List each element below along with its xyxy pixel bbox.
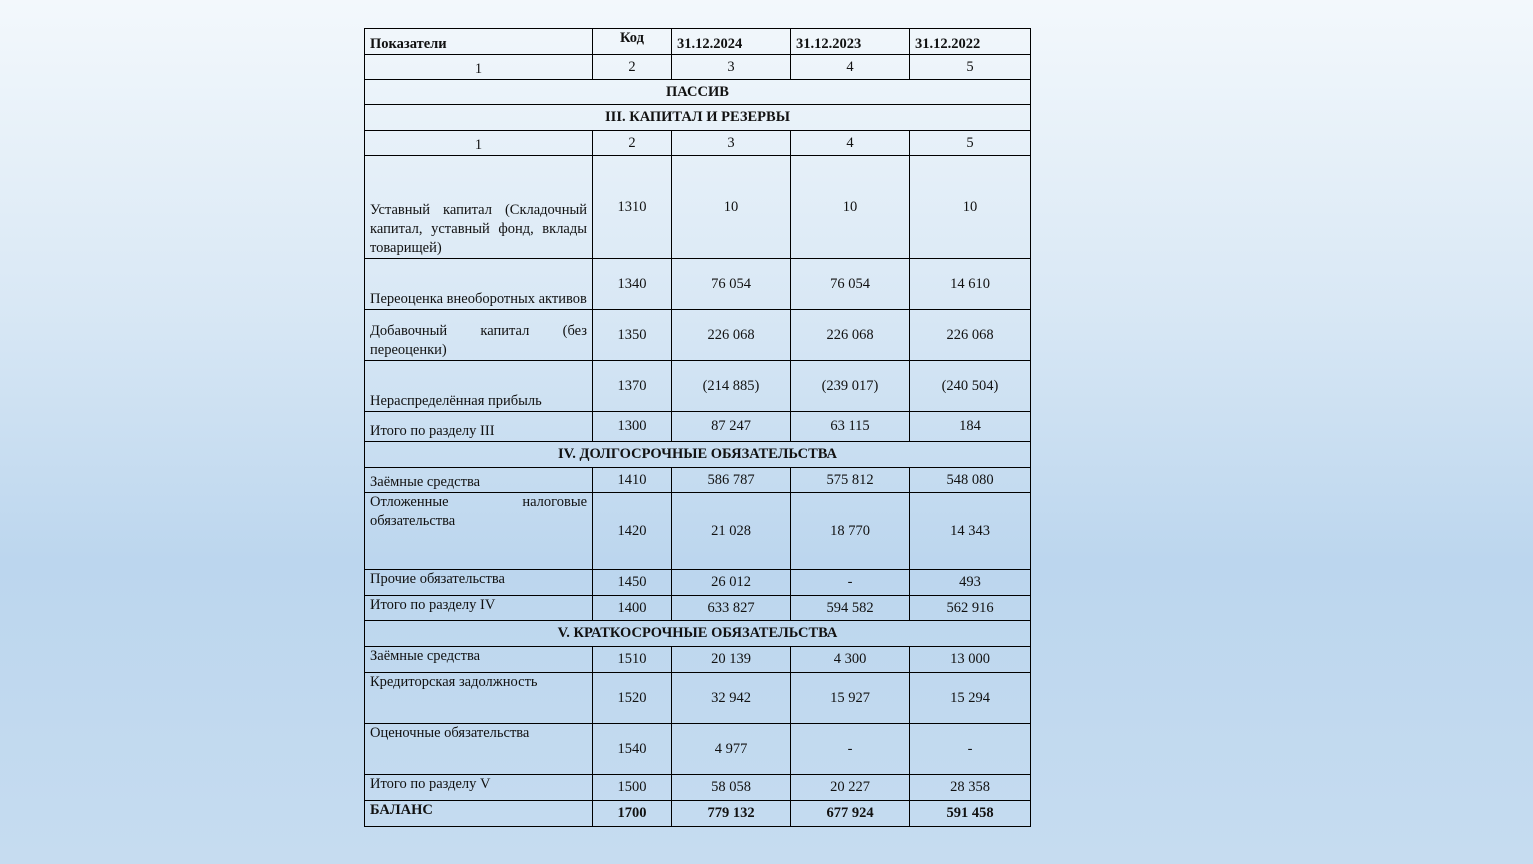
value-2024: 58 058 [672,775,791,801]
value-2022: - [910,724,1031,775]
row-name: Добавочный капитал (без переоценки) [365,310,593,361]
section3-title: III. КАПИТАЛ И РЕЗЕРВЫ [365,105,1031,131]
value-2024: 87 247 [672,412,791,442]
table-row [365,156,1031,259]
row-code: 1400 [593,596,672,621]
value-2022: 548 080 [910,468,1031,493]
value-2024: 32 942 [672,673,791,724]
value-2023: 594 582 [791,596,910,621]
value-2024: 226 068 [672,310,791,361]
value-2022: 14 343 [910,493,1031,570]
table-row [365,596,1031,621]
index-cell: 4 [791,131,910,156]
balance-2022: 591 458 [910,801,1031,827]
row-name: Итого по разделу III [365,412,593,442]
row-name: Нераспределённая прибыль [365,361,593,412]
column-index-row [365,131,1031,156]
value-2024: 10 [672,156,791,259]
value-2022: 15 294 [910,673,1031,724]
value-2023: 4 300 [791,647,910,673]
table-row [365,468,1031,493]
value-2022: 28 358 [910,775,1031,801]
row-code: 1510 [593,647,672,673]
table-row [365,775,1031,801]
row-name: Кредиторская задолжность [365,673,593,724]
index-cell: 1 [365,131,593,156]
row-code: 1350 [593,310,672,361]
value-2024: 76 054 [672,259,791,310]
balance-2023: 677 924 [791,801,910,827]
index-cell: 3 [672,131,791,156]
header-indicators: Показатели [365,29,593,55]
index-cell: 3 [672,55,791,80]
table-row [365,259,1031,310]
passive-title: ПАССИВ [365,80,1031,105]
row-code: 1520 [593,673,672,724]
table-row [365,724,1031,775]
row-name: Прочие обязательства [365,570,593,596]
table-row [365,647,1031,673]
row-name: Уставный капитал (Складочный капитал, уставный фонд, вклады товарищей) [365,156,593,259]
balance-label: БАЛАНС [365,801,593,827]
table-row [365,361,1031,412]
balance-sheet-table [364,28,1031,827]
row-name: Отложенные налоговые обязательства [365,493,593,570]
row-name: Итого по разделу IV [365,596,593,621]
row-name: Итого по разделу V [365,775,593,801]
section4-title-row [365,442,1031,468]
row-code: 1310 [593,156,672,259]
row-code: 1500 [593,775,672,801]
section5-title: V. КРАТКОСРОЧНЫЕ ОБЯЗАТЕЛЬСТВА [365,621,1031,647]
value-2023: 76 054 [791,259,910,310]
row-code: 1340 [593,259,672,310]
row-code: 1540 [593,724,672,775]
table-row [365,493,1031,570]
index-cell: 5 [910,55,1031,80]
row-name: Заёмные средства [365,647,593,673]
value-2024: 633 827 [672,596,791,621]
value-2024: 20 139 [672,647,791,673]
row-code: 1420 [593,493,672,570]
index-cell: 2 [593,55,672,80]
value-2022: 13 000 [910,647,1031,673]
balance-code: 1700 [593,801,672,827]
value-2022: (240 504) [910,361,1031,412]
header-code: Код [593,29,672,55]
balance-2024: 779 132 [672,801,791,827]
value-2022: 493 [910,570,1031,596]
value-2023: (239 017) [791,361,910,412]
header-row [365,29,1031,55]
value-2024: (214 885) [672,361,791,412]
value-2023: 15 927 [791,673,910,724]
balance-row [365,801,1031,827]
value-2022: 226 068 [910,310,1031,361]
row-name: Оценочные обязательства [365,724,593,775]
value-2022: 14 610 [910,259,1031,310]
value-2023: 63 115 [791,412,910,442]
column-index-row [365,55,1031,80]
value-2022: 184 [910,412,1031,442]
row-code: 1370 [593,361,672,412]
table-row [365,412,1031,442]
value-2023: 10 [791,156,910,259]
value-2022: 10 [910,156,1031,259]
value-2023: 226 068 [791,310,910,361]
header-date-2023: 31.12.2023 [791,29,910,55]
index-cell: 4 [791,55,910,80]
row-code: 1410 [593,468,672,493]
value-2024: 4 977 [672,724,791,775]
section4-title: IV. ДОЛГОСРОЧНЫЕ ОБЯЗАТЕЛЬСТВА [365,442,1031,468]
row-name: Заёмные средства [365,468,593,493]
value-2023: 575 812 [791,468,910,493]
value-2024: 26 012 [672,570,791,596]
header-date-2022: 31.12.2022 [910,29,1031,55]
table-row [365,310,1031,361]
table-row [365,570,1031,596]
section3-title-row [365,105,1031,131]
index-cell: 1 [365,55,593,80]
index-cell: 5 [910,131,1031,156]
value-2023: 20 227 [791,775,910,801]
row-name: Переоценка внеоборотных активов [365,259,593,310]
section5-title-row [365,621,1031,647]
value-2023: - [791,570,910,596]
value-2023: - [791,724,910,775]
row-code: 1300 [593,412,672,442]
value-2024: 586 787 [672,468,791,493]
passive-title-row [365,80,1031,105]
row-code: 1450 [593,570,672,596]
value-2024: 21 028 [672,493,791,570]
value-2023: 18 770 [791,493,910,570]
index-cell: 2 [593,131,672,156]
value-2022: 562 916 [910,596,1031,621]
header-date-2024: 31.12.2024 [672,29,791,55]
table-row [365,673,1031,724]
